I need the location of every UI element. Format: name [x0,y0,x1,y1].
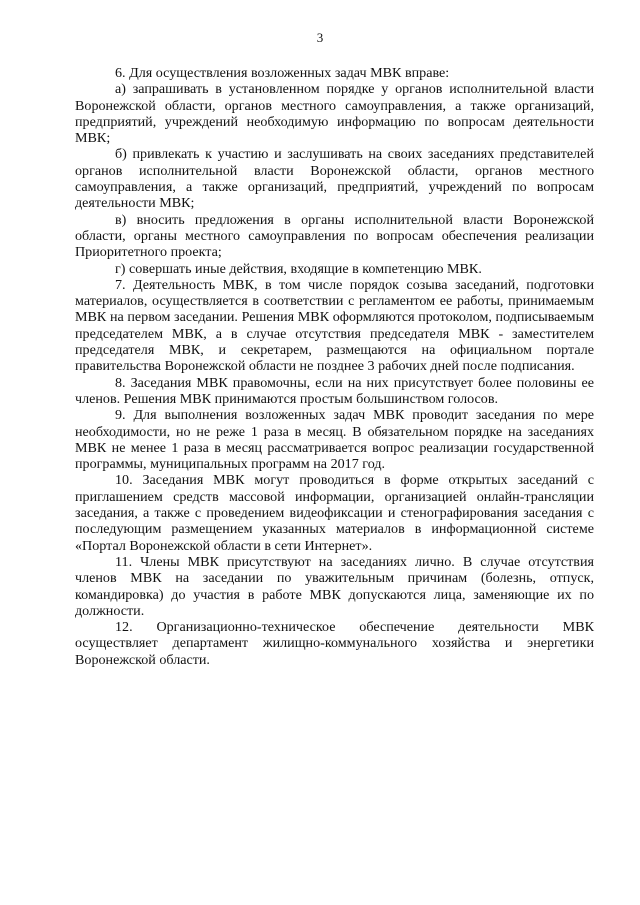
paragraph-12: 12. Организационно-техническое обеспечение деятельности МВК осуществляет департамент жилищно-коммунального хозяйства и энергетики Воронежской области. [75,619,594,668]
paragraph-6a: а) запрашивать в установленном порядке у органов исполнительной власти Воронежской области, органов местного самоуправления, а также организаций, предприятий, учреждений необходимую информацию по вопросам деятельности МВК; [75,81,594,147]
paragraph-6c: в) вносить предложения в органы исполнительной власти Воронежской области, органы местного самоуправления по вопросам обеспечения реализации Приоритетного проекта; [75,211,594,261]
paragraph-6d: г) совершать иные действия, входящие в компетенцию МВК. [115,260,482,277]
paragraph-7: 7. Деятельность МВК, в том числе порядок созыва заседаний, подготовки материалов, осуществляется в соответствии с регламентом ее работы, принимаемым МВК на первом заседании. Решения МВК оформляются протоколом, подписываемым председателем МВК, а в случае отсутствия председателя МВК - заместителем председателя МВК, и секретарем, размещаются на официальном портале правительства Воронежской области не позднее 3 рабочих дней после подписания. [75,276,594,375]
paragraph-10: 10. Заседания МВК могут проводиться в форме открытых заседаний с приглашением средств массовой информации, организацией онлайн-трансляции заседания, а также с проведением видеофиксации и стенографирования заседания с последующим размещением указанных материалов в информационной системе «Портал Воронежской области в сети Интернет». [75,472,594,554]
paragraph-9: 9. Для выполнения возложенных задач МВК проводит заседания по мере необходимости, но не реже 1 раза в месяц. В обязательном порядке на заседаниях МВК не менее 1 раза в месяц рассматривается вопрос реализации государственной программы, муниципальных программ на 2017 год. [75,407,594,473]
paragraph-8: 8. Заседания МВК правомочны, если на них присутствует более половины ее членов. Решения МВК принимаются простым большинством голосов. [75,374,594,407]
paragraph-6: 6. Для осуществления возложенных задач МВК вправе: [115,65,450,81]
document-body [75,65,594,668]
paragraph-6b: б) привлекать к участию и заслушивать на своих заседаниях представителей органов исполнительной власти Воронежской области, органов местного самоуправления, а также организаций, предприятий, учреждений по вопросам деятельности МВК; [75,146,594,212]
paragraph-11: 11. Члены МВК присутствуют на заседаниях лично. В случае отсутствия членов МВК на заседании по уважительным причинам (болезнь, отпуск, командировка) до участия в работе МВК допускаются лица, заменяющие их по должности. [75,553,594,619]
page-number: 3 [316,30,324,45]
